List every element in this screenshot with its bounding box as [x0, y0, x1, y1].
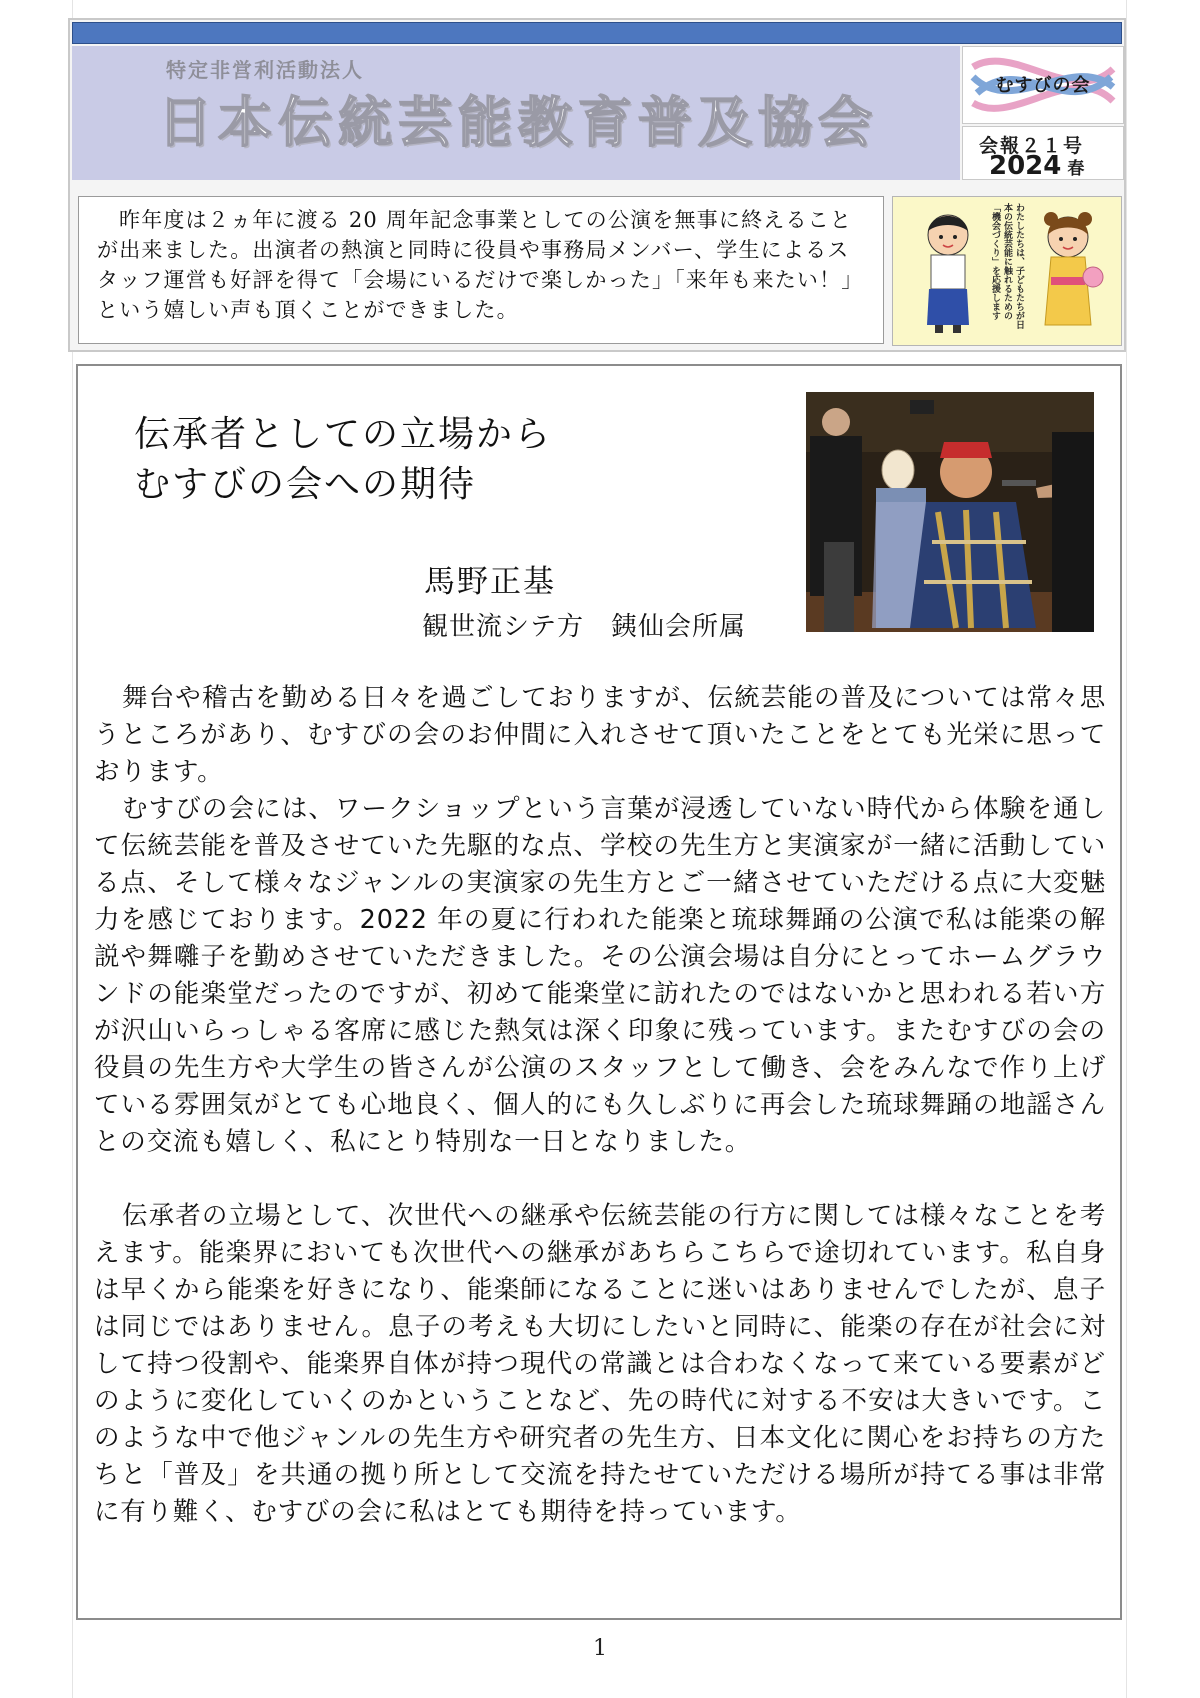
title-panel: [72, 46, 960, 180]
issue-label: [962, 126, 1124, 180]
intro-text: 昨年度は２ヵ年に渡る 20 周年記念事業としての公演を無事に終えることが出来ました。出演者の熱演と同時に役員や事務局メンバー、学生によるスタッフ運営も好評を得て「会場にいるだけで楽しかった」「来年も来たい！」という嬉しい声も頂くことができました。: [97, 208, 864, 322]
article-body: [94, 680, 1106, 1531]
musubi-logo: [962, 46, 1124, 124]
issue-season: 春: [1067, 159, 1085, 179]
issue-year-value: 2024: [989, 151, 1062, 181]
header-top-bar: [72, 22, 1122, 44]
article-paragraph: 伝承者の立場として、次世代への継承や伝統芸能の行方に関しては様々なことを考えます。能楽界においても次世代への継承があちらこちらで途切れています。私自身は早くから能楽を好きになり、能楽師になることに迷いはありませんでしたが、息子は同じではありません。息子の考えも大切にしたいと同時に、能楽の存在が社会に対して持つ役割や、能楽界自体が持つ現代の常識とは合わなくなって来ている要素がどのように変化していくのかということなど、先の時代に対する不安は大きいです。このような中で他ジャンルの先生方や研究者の先生方、日本文化に関心をお持ちの方たちと「普及」を共通の拠り所として交流を持たせていただける場所が持てる事は非常に有り難く、むすびの会に私はとても期待を持っています。: [94, 1201, 1106, 1527]
logo-text: むすびの会: [995, 75, 1091, 96]
page-edge: [1126, 0, 1127, 1698]
article-title-line1: 伝承者としての立場から: [134, 414, 553, 455]
kids-caption: わたしたちは、子どもたちが日本の伝統芸能に触れるための「機会づくり」を応援します: [990, 203, 1024, 329]
article-paragraph: むすびの会には、ワークショップという言葉が浸透していない時代から体験を通して伝統芸能を普及させていた先駆的な点、学校の先生方と実演家が一緒に活動している点、そして様々なジャンルの実演家の先生方とご一緒させていただける点に大変魅力を感じております。2022 年の夏に行われた能楽と琉球舞踊の公演で私は能楽の解説や舞囃子を勤めさせていただきました。その公演会場は自分にとってホームグラウンドの能楽堂だったのですが、初めて能楽堂に訪れたのではないかと思われる若い方が沢山いらっしゃる客席に感じた熱気は深く印象に残っています。またむすびの会の役員の先生方や大学生の皆さんが公演のスタッフとして働き、会をみんなで作り上げている雰囲気がとても心地良く、個人的にも久しぶりに再会した琉球舞踊の地謡さんとの交流も嬉しく、私にとり特別な一日となりました。: [94, 794, 1106, 1157]
article-title-line2: むすびの会への期待: [134, 464, 477, 505]
kids-illustration: [892, 196, 1122, 346]
article-title: [134, 410, 552, 510]
org-name-title: 日本伝統芸能教育普及協会: [158, 91, 878, 154]
noh-performance-photo: [806, 392, 1094, 632]
author-name: 馬野正基: [424, 564, 556, 600]
issue-year: [989, 151, 1084, 181]
author-affiliation: 観世流シテ方 銕仙会所属: [422, 612, 747, 642]
article-paragraph: 舞台や稽古を勤める日々を過ごしておりますが、伝統芸能の普及については常々思うところがあり、むすびの会のお仲間に入れさせて頂いたことをとても光栄に思っております。: [94, 683, 1106, 787]
issue-number: 会報２１号: [979, 135, 1085, 157]
page-number: 1: [593, 1636, 607, 1661]
org-type-label: 特定非営利活動法人: [166, 58, 364, 82]
intro-box: [78, 196, 884, 344]
